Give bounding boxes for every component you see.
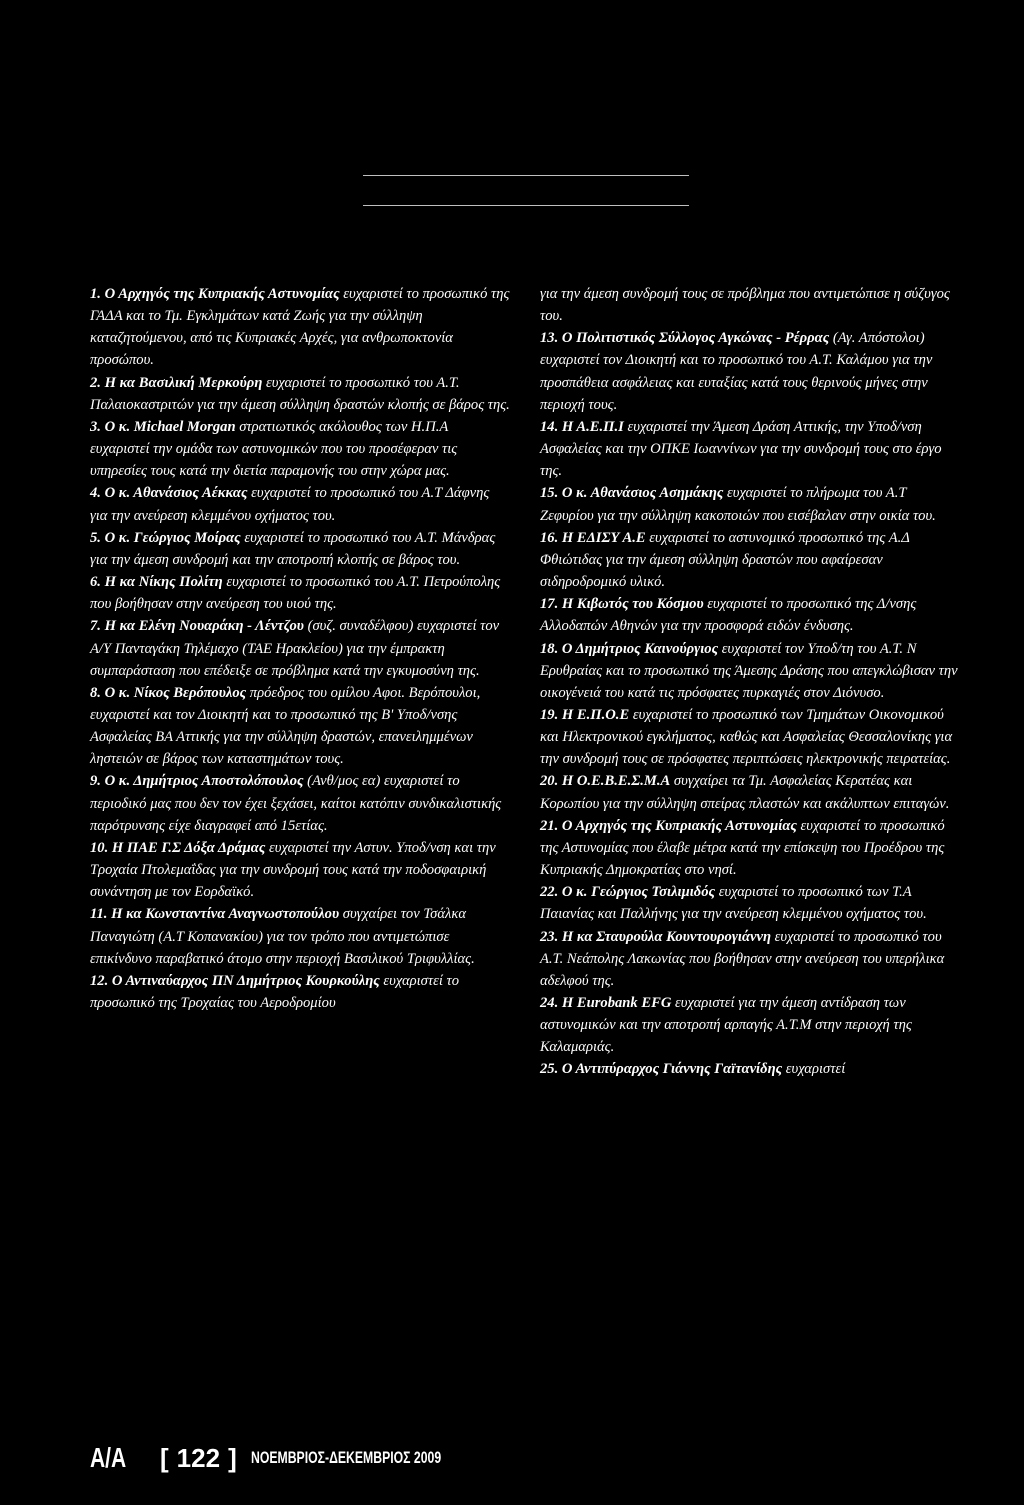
entry-text: ευχαριστεί για την άμεση αντίδραση των αστυνομικών και την αποτροπή αρπαγής Α.Τ.Μ στην περιοχή της Καλαμαριάς. — [540, 995, 912, 1056]
entry-paragraph — [90, 770, 510, 836]
entry-heading: 16. Η ΕΔΙΣΥ Α.Ε — [540, 529, 646, 546]
top-rule-1 — [363, 175, 689, 176]
right-column — [540, 283, 960, 1081]
entry-text: συγχαίρει τα Τμ. Ασφαλείας Κερατέας και Κορωπίου για την σύλληψη σπείρας πλαστών και ακάλυπτων επιταγών. — [540, 773, 950, 812]
entry-paragraph — [540, 482, 960, 526]
entry-heading: 17. Η Κιβωτός του Κόσμου — [540, 596, 704, 613]
entry-heading: 10. Η ΠΑΕ Γ.Σ Δόξα Δράμας — [90, 839, 266, 856]
entry-text: ευχαριστεί το προσωπικό του Α.Τ. Πετρούπολης που βοήθησαν στην ανεύρεση του υιού της. — [90, 574, 501, 613]
entry-text: ευχαριστεί το προσωπικό των Τμημάτων Οικονομικού και Ηλεκτρονικού εγκλήματος, καθώς και Ασφαλείας Θεσσαλονίκης για την συνδρομή τους σε πρόσφατες περιπτώσεις ηλεκτρονικής πειρατείας. — [540, 706, 953, 768]
entry-heading: 2. Η κα Βασιλική Μερκούρη — [90, 374, 263, 391]
entry-paragraph — [90, 372, 510, 416]
entry-heading: 23. Η κα Σταυρούλα Κουντουρογιάννη — [540, 928, 772, 945]
entry-paragraph — [540, 638, 960, 704]
entry-paragraph — [540, 283, 960, 327]
entry-heading: 7. Η κα Ελένη Νουαράκη - Λέντζου — [90, 618, 304, 635]
entry-paragraph — [90, 527, 510, 571]
left-column — [90, 283, 510, 1014]
entry-paragraph — [540, 770, 960, 814]
entry-text: ευχαριστεί τον Υποδ/τη του Α.Τ. Ν Ερυθραίας και το προσωπικό της Άμεσης Δράσης που απεγκλώβισαν την οικογένειά του κατά τις πρόσφατες πυρκαγιές στον Διόνυσο. — [540, 640, 958, 701]
entry-heading: 22. Ο κ. Γεώργιος Τσιλιμιδός — [540, 884, 716, 901]
entry-paragraph — [540, 1058, 960, 1080]
entry-paragraph — [90, 903, 510, 969]
entry-paragraph — [540, 881, 960, 925]
entry-text: ευχαριστεί το πλήρωμα του Α.Τ Ζεφυρίου για την σύλληψη κακοποιών που εισέβαλαν στην οικία του. — [540, 485, 936, 524]
entry-paragraph — [90, 416, 510, 482]
entry-paragraph — [540, 416, 960, 482]
entry-paragraph — [90, 571, 510, 615]
entry-heading: 9. Ο κ. Δημήτριος Αποστολόπουλος — [90, 773, 304, 790]
entry-text: για την άμεση συνδρομή τους σε πρόβλημα που αντιμετώπισε η σύζυγος του. — [540, 286, 950, 325]
entry-heading: 6. Η κα Νίκης Πολίτη — [90, 574, 223, 591]
entry-paragraph — [540, 815, 960, 881]
entry-paragraph — [540, 327, 960, 416]
entry-paragraph — [90, 283, 510, 372]
entry-text: συγχαίρει τον Τσάλκα Παναγιώτη (Α.Τ Κοπανακίου) για τον τρόπο που αντιμετώπισε επικίνδυνο παραβατικό άτομο στην περιοχή Βασιλικού Τριφυλλίας. — [90, 906, 475, 967]
entry-text: ευχαριστεί το προσωπικό του Α.Τ. Μάνδρας για την άμεση συνδρομή και την αποτροπή κλοπής σε βάρος του. — [90, 529, 496, 568]
entry-paragraph — [90, 682, 510, 771]
entry-heading: 12. Ο Αντιναύαρχος ΠΝ Δημήτριος Κουρκούλης — [90, 972, 380, 989]
issue-date: ΝΟΕΜΒΡΙΟΣ-ΔΕΚΕΜΒΡΙΟΣ 2009 — [250, 1448, 441, 1467]
entry-text: ευχαριστεί το προσωπικό της ΓΑΔΑ και το Τμ. Εγκλημάτων κατά Ζωής για την σύλληψη καταζητούμενου, από τις Κυπριακές Αρχές, για ανθρωποκτονία προσώπου. — [90, 286, 510, 369]
entry-heading: 24. Η Eurobank EFG — [540, 995, 672, 1011]
entry-heading: 5. Ο κ. Γεώργιος Μοίρας — [90, 529, 241, 546]
entry-heading: 18. Ο Δημήτριος Καινούργιος — [540, 640, 719, 657]
entry-heading: 14. Η Α.Ε.Π.Ι — [540, 418, 624, 435]
entry-text: ευχαριστεί την Άμεση Δράση Αττικής, την Υποδ/νση Ασφαλείας και την ΟΠΚΕ Ιωαννίνων για την συνδρομή τους στο έργο της. — [540, 418, 942, 480]
entry-heading: 3. Ο κ. Michael Morgan — [90, 418, 236, 435]
bracket-open: [ — [160, 1442, 169, 1473]
entry-heading: 21. Ο Αρχηγός της Κυπριακής Αστυνομίας — [540, 817, 797, 834]
entry-paragraph — [90, 837, 510, 903]
entry-heading: 25. Ο Αντιπύραρχος Γιάννης Γαϊτανίδης — [540, 1061, 783, 1078]
entry-paragraph — [540, 704, 960, 770]
entry-heading: 19. Η Ε.Π.Ο.Ε — [540, 706, 630, 723]
page-footer — [90, 1441, 515, 1475]
entry-text: ευχαριστεί — [782, 1061, 846, 1078]
entry-text: ευχαριστεί το προσωπικό του Α.Τ. Παλαιοκαστριτών για την άμεση σύλληψη δραστών κλοπής σε βάρος της. — [90, 374, 510, 413]
top-rule-2 — [363, 205, 689, 206]
entry-paragraph — [90, 970, 510, 1014]
entry-heading: 15. Ο κ. Αθανάσιος Ασημάκης — [540, 485, 724, 502]
entry-text: στρατιωτικός ακόλουθος των Η.Π.Α ευχαριστεί την ομάδα των αστυνομικών που του προσέφεραν τις υπηρεσίες τους κατά την διετία παραμονής του στην χώρα μας. — [90, 418, 458, 480]
magazine-logo: Α/Α — [90, 1442, 127, 1473]
page-number: 122 — [176, 1442, 221, 1473]
entry-text: ευχαριστεί το αστυνομικό προσωπικό της Α.Δ Φθιώτιδας για την άμεση σύλληψη δραστών που αφαίρεσαν σιδηροδρομικό υλικό. — [540, 529, 910, 591]
entry-paragraph — [90, 482, 510, 526]
entry-text: ευχαριστεί το προσωπικό των Τ.Α Παιανίας και Παλλήνης για την ανεύρεση κλεμμένου οχήματος του. — [540, 884, 927, 923]
entry-text: ευχαριστεί το προσωπικό του Α.Τ. Νεάπολης Λακωνίας που βοήθησαν στην ανεύρεση του υπερήλικα αδελφού της. — [540, 928, 945, 989]
entry-paragraph — [540, 992, 960, 1058]
entry-paragraph — [540, 926, 960, 992]
entry-heading: 4. Ο κ. Αθανάσιος Αέκκας — [90, 485, 248, 502]
bracket-close: ] — [228, 1442, 237, 1473]
entry-text: (Ανθ/μος εα) ευχαριστεί το περιοδικό μας που δεν τον έχει ξεχάσει, καίτοι κατόπιν συνδικαλιστικής παρότρυνσης είχε διαγραφεί από 15ετίας. — [90, 773, 502, 834]
entry-text: (συζ. συναδέλφου) ευχαριστεί τον Α/Υ Πανταγάκη Τηλέμαχο (ΤΑΕ Ηρακλείου) για την έμπρακτη συμπαράσταση που επέδειξε σε πρόβλημα κατά την εγκυμοσύνη της. — [90, 618, 500, 679]
entry-heading: 1. Ο Αρχηγός της Κυπριακής Αστυνομίας — [90, 286, 340, 302]
entry-heading: 8. Ο κ. Νίκος Βερόπουλος — [90, 684, 247, 701]
entry-heading: 20. Η Ο.Ε.Β.Ε.Σ.Μ.Α — [540, 773, 671, 790]
entry-paragraph — [90, 615, 510, 681]
entry-text: (Αγ. Απόστολοι) ευχαριστεί τον Διοικητή και το προσωπικό του Α.Τ. Καλάμου για την προσπάθεια ασφάλειας και ευταξίας κατά τους θερινούς μήνες στην περιοχή τους. — [540, 330, 933, 413]
entry-text: πρόεδρος του ομίλου Αφοι. Βερόπουλοι, ευχαριστεί και τον Διοικητή και το προσωπικό της Β' Υποδ/νσης Ασφαλείας ΒΑ Αττικής για την σύλληψη δραστών, επανειλημμένων ληστειών σε βάρος των καταστημάτων τους. — [90, 684, 481, 768]
entry-text: ευχαριστεί το προσωπικό της Αστυνομίας που έλαβε μέτρα κατά την επίσκεψη του Προέδρου της Κυπριακής Δημοκρατίας στο νησί. — [540, 817, 945, 879]
entry-paragraph — [540, 593, 960, 637]
entry-paragraph — [540, 527, 960, 593]
entry-heading: 11. Η κα Κωνσταντίνα Αναγνωστοπούλου — [90, 906, 340, 923]
entry-text: ευχαριστεί το προσωπικό της Τροχαίας του Αεροδρομίου — [90, 972, 460, 1011]
entry-heading: 13. Ο Πολιτιστικός Σύλλογος Αγκώνας - Ρέρρας — [540, 330, 830, 347]
entry-text: ευχαριστεί το προσωπικό του Α.Τ Δάφνης για την ανεύρεση κλεμμένου οχήματος του. — [90, 485, 490, 524]
entry-text: ευχαριστεί το προσωπικό της Δ/νσης Αλλοδαπών Αθηνών για την προσφορά ειδών ένδυσης. — [540, 596, 917, 635]
entry-text: ευχαριστεί την Αστυν. Υποδ/νση και την Τροχαία Πτολεμαΐδας για την συνδρομή τους κατά την ποδοσφαιρική συνάντηση με τον Εορδαϊκό. — [90, 839, 496, 901]
